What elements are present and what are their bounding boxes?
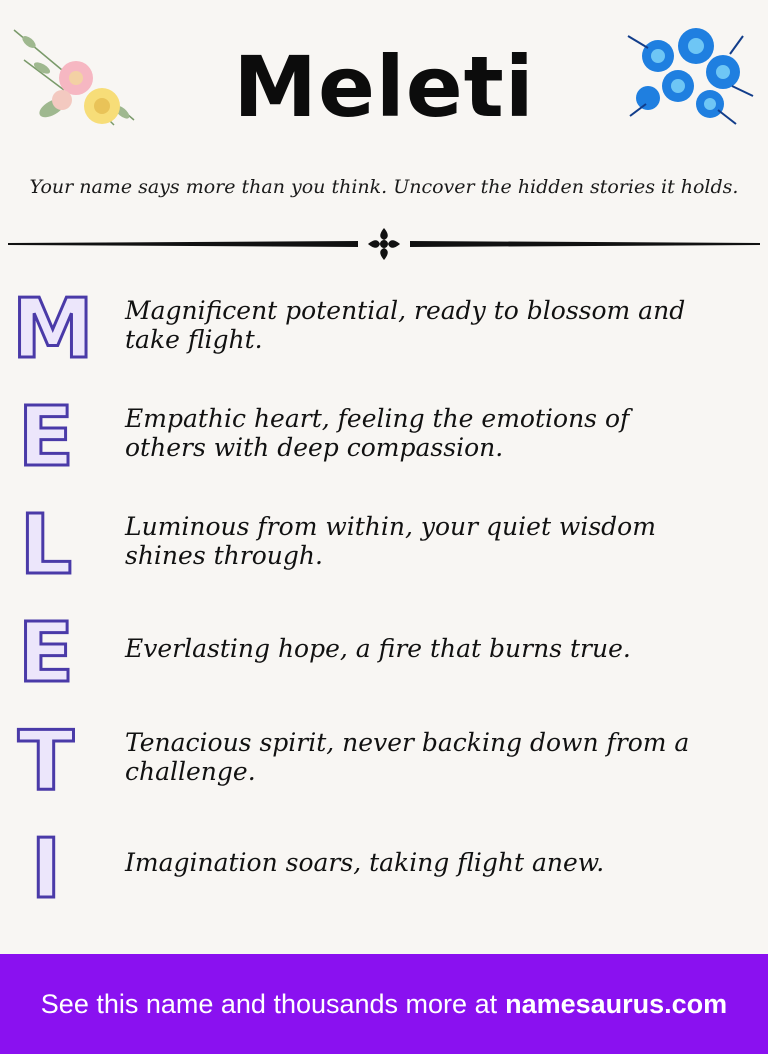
- row-description: Empathic heart, feeling the emotions of others with deep compassion.: [125, 404, 630, 462]
- letter-e-decorative: E: [17, 606, 74, 701]
- letter-l-decorative: L: [19, 498, 73, 593]
- letter-t-decorative: T: [18, 714, 74, 809]
- row-description: Luminous from within, your quiet wisdom shines through.: [125, 512, 656, 570]
- letter-e-decorative: E: [17, 390, 74, 485]
- footer-banner: [0, 954, 768, 1054]
- row-description: Everlasting hope, a fire that burns true.: [125, 634, 631, 663]
- tagline: Your name says more than you think. Uncover the hidden stories it holds.: [29, 176, 739, 198]
- row-description: Imagination soars, taking flight anew.: [125, 848, 605, 877]
- row-description: Tenacious spirit, never backing down from a challenge.: [125, 728, 690, 786]
- letter-i-decorative: I: [30, 822, 62, 917]
- ornamental-divider: [8, 224, 760, 264]
- page-title: Meleti: [233, 38, 535, 136]
- footer-text: See this name and thousands more at: [40, 988, 498, 1019]
- letter-m-decorative: M: [12, 282, 94, 377]
- footer-site-link[interactable]: namesaurus.com: [505, 988, 728, 1019]
- row-description: Magnificent potential, ready to blossom and take flight.: [125, 296, 686, 354]
